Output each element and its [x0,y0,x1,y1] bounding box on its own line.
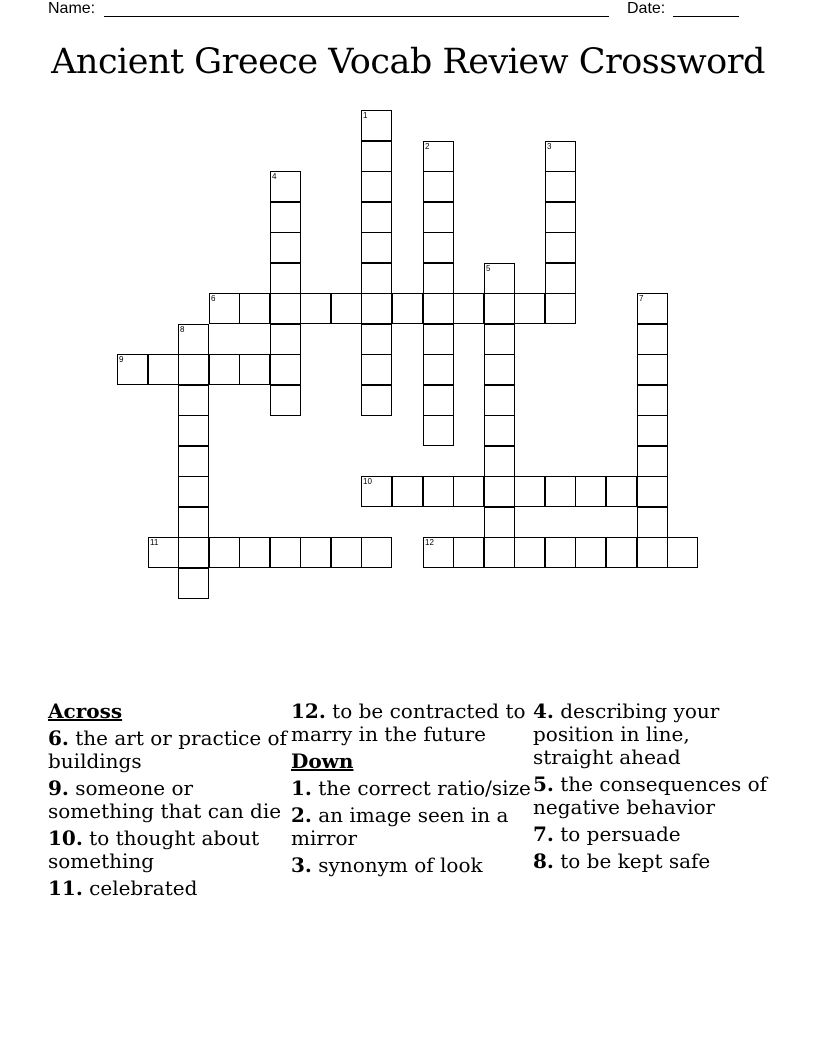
crossword-cell[interactable] [361,385,392,416]
crossword-cell[interactable] [270,293,301,324]
cell-number: 12 [425,538,434,547]
crossword-cell[interactable] [270,202,301,233]
crossword-cell[interactable] [484,324,515,355]
crossword-cell[interactable] [514,537,545,568]
crossword-cell[interactable] [637,324,668,355]
crossword-cell[interactable] [423,385,454,416]
crossword-cell[interactable] [606,476,637,507]
crossword-cell[interactable] [361,324,392,355]
crossword-cell[interactable] [484,415,515,446]
clues-column-1 [48,700,288,904]
clue-text: describing your position in line, straight ahead [533,699,720,769]
crossword-cell[interactable] [361,476,392,507]
crossword-cell[interactable] [423,263,454,294]
clue-down-3 [291,854,531,877]
crossword-cell[interactable] [361,141,392,172]
crossword-cell[interactable] [239,293,270,324]
crossword-cell[interactable] [361,354,392,385]
clue-text: the art or practice of buildings [48,726,287,773]
crossword-cell[interactable] [423,476,454,507]
crossword-cell[interactable] [270,537,301,568]
clue-text: synonym of look [318,853,483,877]
crossword-cell[interactable] [637,354,668,385]
crossword-cell[interactable] [270,354,301,385]
crossword-cell[interactable] [361,263,392,294]
crossword-cell[interactable] [178,324,209,355]
clue-text: celebrated [89,876,198,900]
crossword-cell[interactable] [423,171,454,202]
clue-number: 6. [48,726,69,750]
crossword-cell[interactable] [575,476,606,507]
cell-number: 2 [425,142,430,151]
crossword-cell[interactable] [239,354,270,385]
clue-text: to persuade [560,822,681,846]
clue-number: 11. [48,876,83,900]
clue-across-11 [48,877,288,900]
crossword-cell[interactable] [361,171,392,202]
cell-number: 7 [639,294,644,303]
crossword-cell[interactable] [423,415,454,446]
crossword-cell[interactable] [117,354,148,385]
cell-number: 5 [486,264,491,273]
clue-text: an image seen in a mirror [291,803,509,850]
crossword-cell[interactable] [453,293,484,324]
crossword-cell[interactable] [300,293,331,324]
crossword-cell[interactable] [300,537,331,568]
clue-number: 7. [533,822,554,846]
crossword-cell[interactable] [270,232,301,263]
crossword-cell[interactable] [484,507,515,538]
crossword-cell[interactable] [423,202,454,233]
crossword-cell[interactable] [484,263,515,294]
crossword-cell[interactable] [423,354,454,385]
crossword-cell[interactable] [148,537,179,568]
clue-text: the correct ratio/size [318,776,531,800]
across-heading: Across [48,699,123,723]
clue-across-9 [48,777,288,823]
cell-number: 6 [211,294,216,303]
crossword-cell[interactable] [637,507,668,538]
crossword-cell[interactable] [270,171,301,202]
crossword-cell[interactable] [178,415,209,446]
crossword-cell[interactable] [637,415,668,446]
clue-number: 1. [291,776,312,800]
cell-number: 9 [119,355,124,364]
clue-number: 4. [533,699,554,723]
clue-text: someone or something that can die [48,776,282,823]
crossword-cell[interactable] [361,232,392,263]
crossword-cell[interactable] [637,537,668,568]
clue-down-1 [291,777,531,800]
clue-down-8 [533,850,773,873]
clue-text: to thought about something [48,826,260,873]
crossword-cell[interactable] [392,476,423,507]
clue-down-2 [291,804,531,850]
crossword-cell[interactable] [637,293,668,324]
crossword-cell[interactable] [423,141,454,172]
crossword-cell[interactable] [637,446,668,477]
crossword-cell[interactable] [545,232,576,263]
crossword-cell[interactable] [484,385,515,416]
crossword-cell[interactable] [637,385,668,416]
name-label: Name: [48,0,96,17]
clue-number: 12. [291,699,326,723]
crossword-cell[interactable] [209,354,240,385]
crossword-cell[interactable] [575,537,606,568]
crossword-cell[interactable] [209,293,240,324]
crossword-cell[interactable] [545,263,576,294]
cell-number: 4 [272,172,277,181]
cell-number: 11 [150,538,159,547]
crossword-cell[interactable] [667,537,698,568]
clue-down-5 [533,773,773,819]
crossword-cell[interactable] [423,324,454,355]
clue-text: to be kept safe [560,849,711,873]
crossword-cell[interactable] [545,476,576,507]
crossword-cell[interactable] [545,202,576,233]
crossword-cell[interactable] [392,293,423,324]
crossword-cell[interactable] [270,324,301,355]
crossword-cell[interactable] [331,537,362,568]
crossword-cell[interactable] [453,476,484,507]
crossword-cell[interactable] [423,232,454,263]
clue-number: 10. [48,826,83,850]
crossword-cell[interactable] [545,293,576,324]
crossword-cell[interactable] [178,476,209,507]
crossword-cell[interactable] [606,537,637,568]
clue-text: the consequences of negative behavior [533,772,768,819]
clue-across-6 [48,727,288,773]
crossword-cell[interactable] [545,171,576,202]
clue-number: 3. [291,853,312,877]
crossword-cell[interactable] [423,537,454,568]
crossword-cell[interactable] [178,568,209,599]
clue-down-7 [533,823,773,846]
crossword-cell[interactable] [178,507,209,538]
clue-number: 5. [533,772,554,796]
crossword-cell[interactable] [148,354,179,385]
cell-number: 8 [180,325,185,334]
date-label: Date: [627,0,666,17]
crossword-cell[interactable] [270,385,301,416]
cell-number: 3 [547,142,552,151]
crossword-cell[interactable] [239,537,270,568]
crossword-cell[interactable] [545,141,576,172]
crossword-cell[interactable] [178,537,209,568]
crossword-cell[interactable] [178,385,209,416]
crossword-cell[interactable] [270,263,301,294]
crossword-cell[interactable] [514,293,545,324]
crossword-cell[interactable] [178,354,209,385]
crossword-cell[interactable] [484,446,515,477]
page-title: Ancient Greece Vocab Review Crossword [51,42,765,82]
crossword-cell[interactable] [209,537,240,568]
clue-number: 2. [291,803,312,827]
crossword-cell[interactable] [361,293,392,324]
clue-down-4 [533,700,773,769]
clue-across-10 [48,827,288,873]
crossword-cell[interactable] [361,110,392,141]
crossword-cell[interactable] [423,293,454,324]
cell-number: 1 [363,111,368,120]
crossword-cell[interactable] [545,537,576,568]
clue-across-12 [291,700,531,746]
crossword-cell[interactable] [484,537,515,568]
crossword-cell[interactable] [178,446,209,477]
clue-number: 9. [48,776,69,800]
crossword-cell[interactable] [637,476,668,507]
clue-text: to be contracted to marry in the future [291,699,526,746]
crossword-cell[interactable] [453,537,484,568]
crossword-cell[interactable] [361,537,392,568]
clues-column-3 [533,700,773,877]
crossword-cell[interactable] [514,476,545,507]
clue-number: 8. [533,849,554,873]
crossword-cell[interactable] [484,476,515,507]
crossword-cell[interactable] [331,293,362,324]
crossword-cell[interactable] [484,354,515,385]
down-heading: Down [291,749,354,773]
crossword-cell[interactable] [484,293,515,324]
crossword-cell[interactable] [361,202,392,233]
clues-column-2 [291,700,531,881]
cell-number: 10 [363,477,372,486]
